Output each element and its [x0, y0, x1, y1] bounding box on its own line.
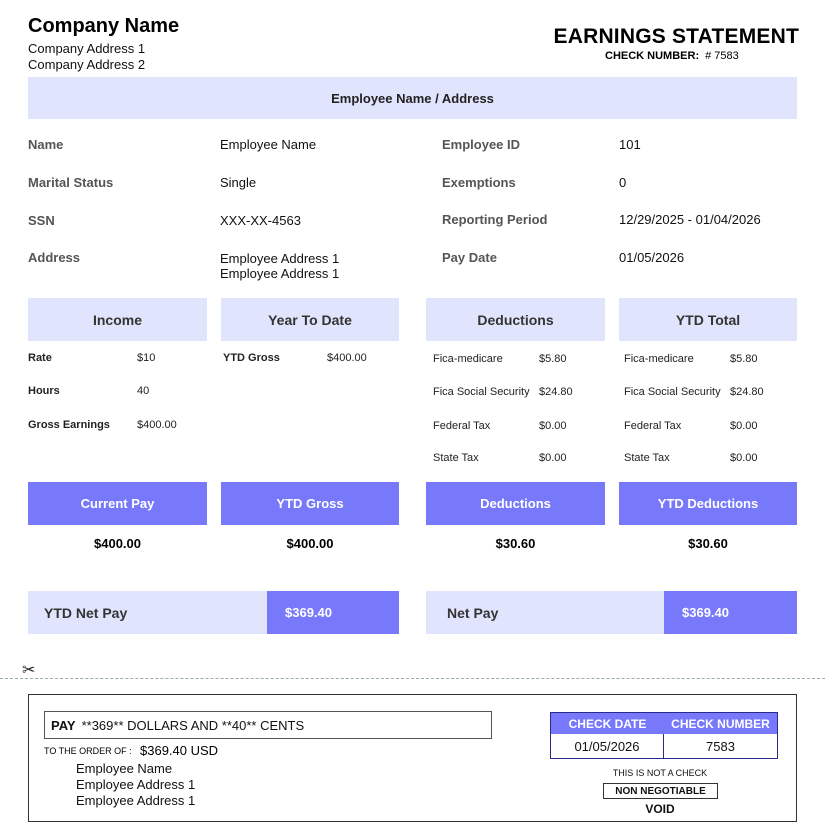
employee-section-banner: Employee Name / Address — [28, 77, 797, 119]
deduction-state-tax-label: State Tax — [433, 452, 479, 464]
ytd-gross-value: $400.00 — [327, 352, 367, 364]
exemptions-label: Exemptions — [442, 175, 516, 190]
current-pay-header: Current Pay — [28, 482, 207, 525]
reporting-period-label: Reporting Period — [442, 212, 548, 227]
deductions-summary-value: $30.60 — [495, 536, 536, 551]
rate-value: $10 — [137, 352, 156, 364]
net-pay-value: $369.40 — [664, 591, 797, 634]
reporting-period-value: 12/29/2025 - 01/04/2026 — [619, 212, 761, 227]
pay-date-value: 01/05/2026 — [619, 250, 685, 265]
ytd-gross-summary-header: YTD Gross — [221, 482, 399, 525]
pay-word: PAY — [51, 717, 76, 733]
ytd-federal-tax-value: $0.00 — [730, 420, 758, 432]
check-date-value: 01/05/2026 — [551, 734, 664, 758]
ytd-gross-summary-value: $400.00 — [286, 536, 334, 551]
company-address-line2: Company Address 2 — [28, 57, 146, 72]
current-pay-value: $400.00 — [94, 536, 141, 551]
ytd-fica-medicare-label: Fica-medicare — [624, 353, 694, 365]
hours-label: Hours — [28, 385, 60, 397]
net-pay-bar — [426, 591, 797, 634]
ytd-net-pay-bar — [28, 591, 399, 634]
hours-value: 40 — [137, 385, 150, 397]
deduction-federal-tax-value: $0.00 — [539, 420, 567, 432]
check-number-value: # 7583 — [705, 50, 739, 62]
ytd-fica-medicare-value: $5.80 — [730, 353, 758, 365]
ytd-gross-label: YTD Gross — [223, 352, 280, 364]
gross-earnings-value: $400.00 — [137, 419, 177, 431]
order-amount: $369.40 USD — [140, 743, 219, 758]
ssn-label: SSN — [28, 213, 55, 228]
ytd-state-tax-value: $0.00 — [730, 452, 758, 464]
check-info-table — [550, 712, 778, 759]
payee-address-line1: Employee Address 1 — [76, 777, 196, 792]
check-date-header: CHECK DATE — [568, 716, 647, 731]
ytd-net-pay-label: YTD Net Pay — [44, 605, 128, 621]
deduction-fica-medicare-value: $5.80 — [539, 353, 567, 365]
ytd-deductions-header: YTD Deductions — [619, 482, 797, 525]
deduction-fica-ss-value: $24.80 — [539, 386, 573, 398]
ssn-value: XXX-XX-4563 — [220, 213, 301, 228]
gross-earnings-label: Gross Earnings — [28, 419, 110, 431]
employee-id-label: Employee ID — [442, 137, 521, 152]
order-of-label: TO THE ORDER OF : — [44, 746, 132, 756]
ytd-net-pay-value: $369.40 — [267, 591, 399, 634]
company-address-line1: Company Address 1 — [28, 41, 146, 56]
marital-status-label: Marital Status — [28, 175, 114, 190]
ytd-total-header: YTD Total — [619, 298, 797, 341]
address-value-line2: Employee Address 1 — [220, 266, 340, 281]
year-to-date-header: Year To Date — [221, 298, 399, 341]
net-pay-label: Net Pay — [447, 605, 499, 621]
ytd-federal-tax-label: Federal Tax — [624, 420, 682, 432]
employee-id-value: 101 — [619, 137, 641, 152]
deduction-fica-ss-label: Fica Social Security — [433, 386, 530, 398]
name-value: Employee Name — [220, 137, 317, 152]
scissors-icon: ✂ — [22, 662, 36, 679]
deduction-fica-medicare-label: Fica-medicare — [433, 353, 503, 365]
statement-title: EARNINGS STATEMENT — [553, 25, 799, 48]
name-label: Name — [28, 137, 64, 152]
pay-amount-words: **369** DOLLARS AND **40** CENTS — [81, 717, 305, 733]
payee-address-line2: Employee Address 1 — [76, 793, 196, 808]
deduction-federal-tax-label: Federal Tax — [433, 420, 491, 432]
not-a-check-note: THIS IS NOT A CHECK — [612, 768, 708, 778]
pay-amount-line — [44, 711, 492, 739]
non-negotiable-stamp: NON NEGOTIABLE — [603, 783, 718, 799]
pay-date-label: Pay Date — [442, 250, 497, 265]
marital-status-value: Single — [220, 175, 257, 190]
income-header: Income — [28, 298, 207, 341]
ytd-deductions-value: $30.60 — [688, 536, 728, 551]
ytd-fica-ss-label: Fica Social Security — [624, 386, 721, 398]
check-number-line — [605, 50, 739, 62]
cut-line — [0, 678, 825, 679]
void-label: VOID — [645, 802, 675, 816]
check-number-label: CHECK NUMBER: — [605, 50, 700, 62]
company-name: Company Name — [28, 15, 180, 37]
ytd-state-tax-label: State Tax — [624, 452, 670, 464]
check-number-header: CHECK NUMBER — [671, 716, 770, 731]
address-value-line1: Employee Address 1 — [220, 251, 340, 266]
check-number-value-cell: 7583 — [706, 738, 735, 754]
address-label: Address — [28, 250, 81, 265]
payee-name: Employee Name — [76, 761, 173, 776]
ytd-fica-ss-value: $24.80 — [730, 386, 764, 398]
exemptions-value: 0 — [619, 175, 627, 190]
deductions-header: Deductions — [426, 298, 605, 341]
deductions-summary-header: Deductions — [426, 482, 605, 525]
rate-label: Rate — [28, 352, 52, 364]
deduction-state-tax-value: $0.00 — [539, 452, 567, 464]
